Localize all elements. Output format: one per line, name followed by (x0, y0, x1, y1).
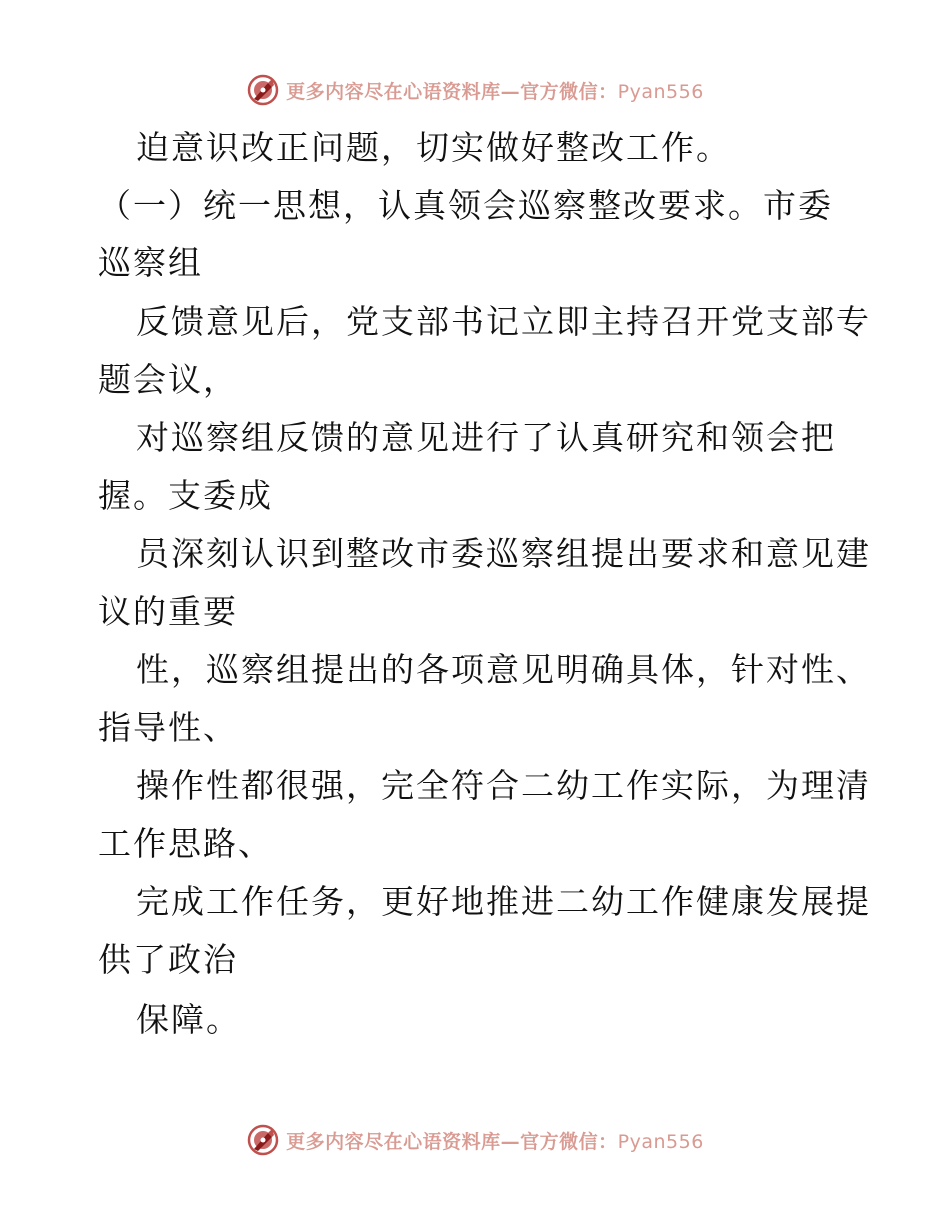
body-line: 性，巡察组提出的各项意见明确具体，针对性、 (136, 650, 871, 689)
body-line: 对巡察组反馈的意见进行了认真研究和领会把 (136, 418, 836, 457)
body-line: 保障。 (136, 1000, 241, 1039)
body-line: 握。支委成 (98, 476, 273, 515)
body-line: （一）统一思想，认真领会巡察整改要求。市委 (98, 186, 833, 225)
pen-nib-seal-logo-icon (246, 1123, 280, 1157)
watermark-text (286, 1127, 704, 1154)
body-line: 议的重要 (98, 592, 238, 631)
body-line: 操作性都很强，完全符合二幼工作实际，为理清 (136, 766, 871, 805)
body-line: 工作思路、 (98, 824, 273, 863)
watermark-text-cn: 更多内容尽在心语资料库—官方微信： (286, 80, 618, 103)
watermark-text (286, 77, 704, 104)
body-line: 员深刻认识到整改市委巡察组提出要求和意见建 (136, 534, 871, 573)
pen-nib-seal-logo-icon (246, 73, 280, 107)
body-line: 完成工作任务，更好地推进二幼工作健康发展提 (136, 882, 871, 921)
body-line: 巡察组 (98, 243, 203, 282)
watermark-text-cn: 更多内容尽在心语资料库—官方微信： (286, 1130, 618, 1153)
body-line: 反馈意见后，党支部书记立即主持召开党支部专 (136, 302, 871, 341)
body-line: 迫意识改正问题，切实做好整改工作。 (136, 128, 731, 167)
watermark-wechat-id: Pyan556 (617, 80, 704, 103)
body-line: 供了政治 (98, 940, 238, 979)
header-watermark (0, 73, 950, 107)
body-line: 题会议， (98, 360, 238, 399)
footer-watermark (0, 1123, 950, 1157)
watermark-wechat-id: Pyan556 (617, 1130, 704, 1153)
body-line: 指导性、 (98, 708, 238, 747)
